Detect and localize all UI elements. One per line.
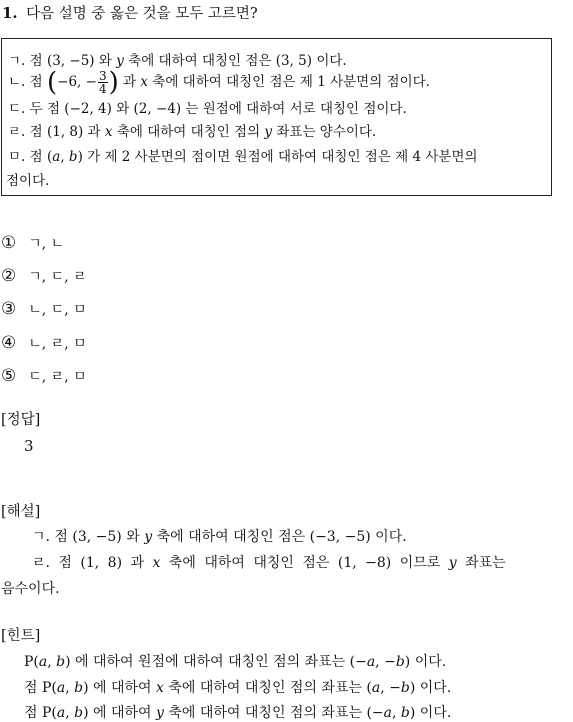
statement-item-5 xyxy=(8,147,478,167)
hint-text: 축에 대하여 대칭인 점의 좌표는 ( xyxy=(168,680,372,696)
statement-item-1 xyxy=(8,51,347,71)
statement-item-5-cont xyxy=(6,171,49,191)
hint-var: b xyxy=(400,705,410,721)
right-paren: ) xyxy=(108,67,119,98)
left-paren: ( xyxy=(46,67,58,98)
answer-label: [정답] xyxy=(1,412,41,428)
explanation-line-3: 음수이다. xyxy=(1,581,60,597)
choice-number: ② xyxy=(1,266,17,286)
item-var: x xyxy=(140,74,148,90)
hint-text: ) 에 대하여 xyxy=(83,680,152,696)
hint-var: a xyxy=(366,654,376,670)
hint-text: , xyxy=(47,654,57,670)
choice-text: ㄱ, ㄴ xyxy=(28,236,65,252)
choice-3[interactable] xyxy=(1,299,87,319)
hint-text: 점 P( xyxy=(24,705,57,721)
item-var: a xyxy=(52,149,61,165)
choice-number: ④ xyxy=(1,333,17,353)
hint-text: ) 에 대하여 원점에 대하여 대칭인 점의 좌표는 (− xyxy=(65,654,367,670)
statement-item-4 xyxy=(8,122,376,142)
choice-4[interactable] xyxy=(1,333,87,353)
hint-var: a xyxy=(371,680,381,696)
hint-text: ) 이다. xyxy=(404,654,447,670)
explanation-text: ㄱ. 점 (3, −5) 와 xyxy=(32,529,140,545)
hint-text: , xyxy=(65,680,75,696)
explanation-text: 축에 대하여 대칭인 점은 (−3, −5) 이다. xyxy=(156,529,407,545)
answer-value: 3 xyxy=(24,437,34,455)
explanation-line-2 xyxy=(32,552,506,572)
item-text: 점 xyxy=(29,74,43,90)
item-var: y xyxy=(264,124,273,140)
fraction-denominator: 4 xyxy=(98,82,107,96)
item-mark: ㅁ. xyxy=(8,149,26,165)
item-text: 축에 대하여 대칭인 점은 (3, 5) 이다. xyxy=(128,53,347,69)
choice-text: ㄴ, ㄹ, ㅁ xyxy=(28,336,87,352)
explanation-var: x xyxy=(152,555,161,571)
hint-text: 점 P( xyxy=(24,680,57,696)
item-mark: ㄷ. xyxy=(8,101,26,117)
hint-text: ) 이다. xyxy=(409,705,452,721)
hint-line-1 xyxy=(24,651,446,671)
hint-var: b xyxy=(74,680,84,696)
explanation-text: ㄹ. 점 (1, 8) 과 xyxy=(32,555,145,571)
item-text: 두 점 (−2, 4) 와 (2, −4) 는 원점에 대하여 서로 대칭인 점이다. xyxy=(29,101,407,117)
hint-text: , − xyxy=(380,680,401,696)
question-header xyxy=(2,2,258,23)
hint-var: a xyxy=(38,654,48,670)
hint-var: x xyxy=(156,680,164,696)
item-text: ) 가 제 2 사분면의 점이면 원점에 대하여 대칭인 점은 제 4 사분면의 xyxy=(77,149,478,165)
item-text: 점이다. xyxy=(6,173,50,189)
item-var: b xyxy=(68,149,78,165)
choice-text: ㄴ, ㄷ, ㅁ xyxy=(28,302,87,318)
item-text: 점 (3, −5) 와 xyxy=(29,53,112,69)
item-mark: ㄴ. xyxy=(8,74,26,90)
item-text: −6, − xyxy=(57,74,97,90)
choice-2[interactable] xyxy=(1,266,87,286)
choice-text: ㄷ, ㄹ, ㅁ xyxy=(28,369,87,385)
hint-text: , xyxy=(65,705,75,721)
item-var: y xyxy=(116,53,124,69)
item-text: 점 (1, 8) 과 xyxy=(29,124,101,140)
hint-text: ) 이다. xyxy=(409,680,452,696)
explanation-line-1 xyxy=(32,526,407,546)
hint-text: 축에 대하여 대칭인 점의 좌표는 (− xyxy=(168,705,384,721)
choice-number: ③ xyxy=(1,299,17,319)
hint-line-2 xyxy=(24,677,451,697)
explanation-text: 좌표는 xyxy=(465,555,506,571)
explanation-label: [해설] xyxy=(1,504,41,520)
item-mark: ㄹ. xyxy=(8,124,26,140)
explanation-var: y xyxy=(144,529,153,545)
choice-number: ① xyxy=(1,233,17,253)
hint-label: [힌트] xyxy=(1,628,41,644)
fraction-numerator: 3 xyxy=(98,69,107,83)
item-text: 좌표는 양수이다. xyxy=(276,124,377,140)
choice-text: ㄱ, ㄷ, ㄹ xyxy=(28,269,87,285)
item-text: 점 ( xyxy=(29,149,53,165)
item-text: 축에 대하여 대칭인 점은 제 1 사분면의 점이다. xyxy=(152,74,430,90)
hint-var: a xyxy=(56,680,66,696)
hint-line-3 xyxy=(24,702,451,722)
hint-var: b xyxy=(395,654,405,670)
hint-var: b xyxy=(74,705,84,721)
item-text: , xyxy=(60,149,69,165)
hint-var: y xyxy=(156,705,164,721)
hint-var: b xyxy=(56,654,66,670)
hint-text: , − xyxy=(375,654,396,670)
hint-var: a xyxy=(383,705,393,721)
item-text: 축에 대하여 대칭인 점의 xyxy=(116,124,261,140)
fraction xyxy=(98,70,108,95)
statement-item-3 xyxy=(8,99,407,119)
question-text: 다음 설명 중 옳은 것을 모두 고르면? xyxy=(26,6,258,22)
item-mark: ㄱ. xyxy=(8,53,26,69)
hint-text: P( xyxy=(24,654,39,670)
choice-number: ⑤ xyxy=(1,366,17,386)
question-number: 1. xyxy=(2,4,18,22)
item-text: 과 xyxy=(123,74,137,90)
hint-text: , xyxy=(392,705,401,721)
hint-text: ) 에 대하여 xyxy=(83,705,152,721)
explanation-var: y xyxy=(448,555,457,571)
explanation-text: 축에 대하여 대칭인 점은 (1, −8) 이므로 xyxy=(168,555,441,571)
item-var: x xyxy=(104,124,113,140)
choice-5[interactable] xyxy=(1,366,87,386)
hint-var: b xyxy=(400,680,410,696)
hint-var: a xyxy=(56,705,66,721)
statement-item-2 xyxy=(8,67,430,98)
choice-1[interactable] xyxy=(1,233,64,253)
